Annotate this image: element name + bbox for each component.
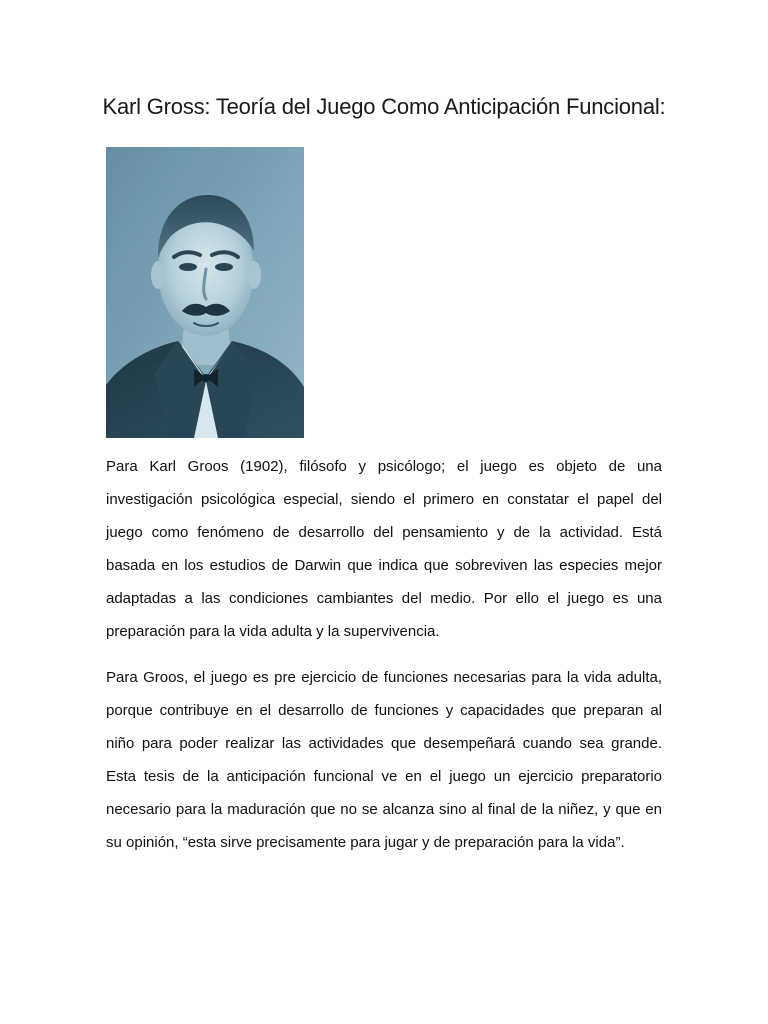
- page-title: Karl Gross: Teoría del Juego Como Anticipación Funcional:: [102, 94, 666, 119]
- portrait-photo: [106, 147, 304, 438]
- portrait-illustration: [106, 147, 304, 438]
- body-paragraph-2: Para Groos, el juego es pre ejercicio de funciones necesarias para la vida adulta, porque contribuye en el desarrollo de funciones y capacidades que preparan al niño para poder realizar las actividades que desempeñará cuando sea grande. Esta tesis de la anticipación funcional ve en el juego un ejercicio preparatorio necesario para la maduración que no se alcanza sino al final de la niñez, y que en su opinión, “esta sirve precisamente para jugar y de preparación para la vida”.: [106, 669, 662, 851]
- body-paragraph-1: Para Karl Groos (1902), filósofo y psicólogo; el juego es objeto de una investigación psicológica especial, siendo el primero en constatar el papel del juego como fenómeno de desarrollo del pensamiento y de la actividad. Está basada en los estudios de Darwin que indica que sobreviven las especies mejor adaptadas a las condiciones cambiantes del medio. Por ello el juego es una preparación para la vida adulta y la supervivencia.: [106, 458, 662, 640]
